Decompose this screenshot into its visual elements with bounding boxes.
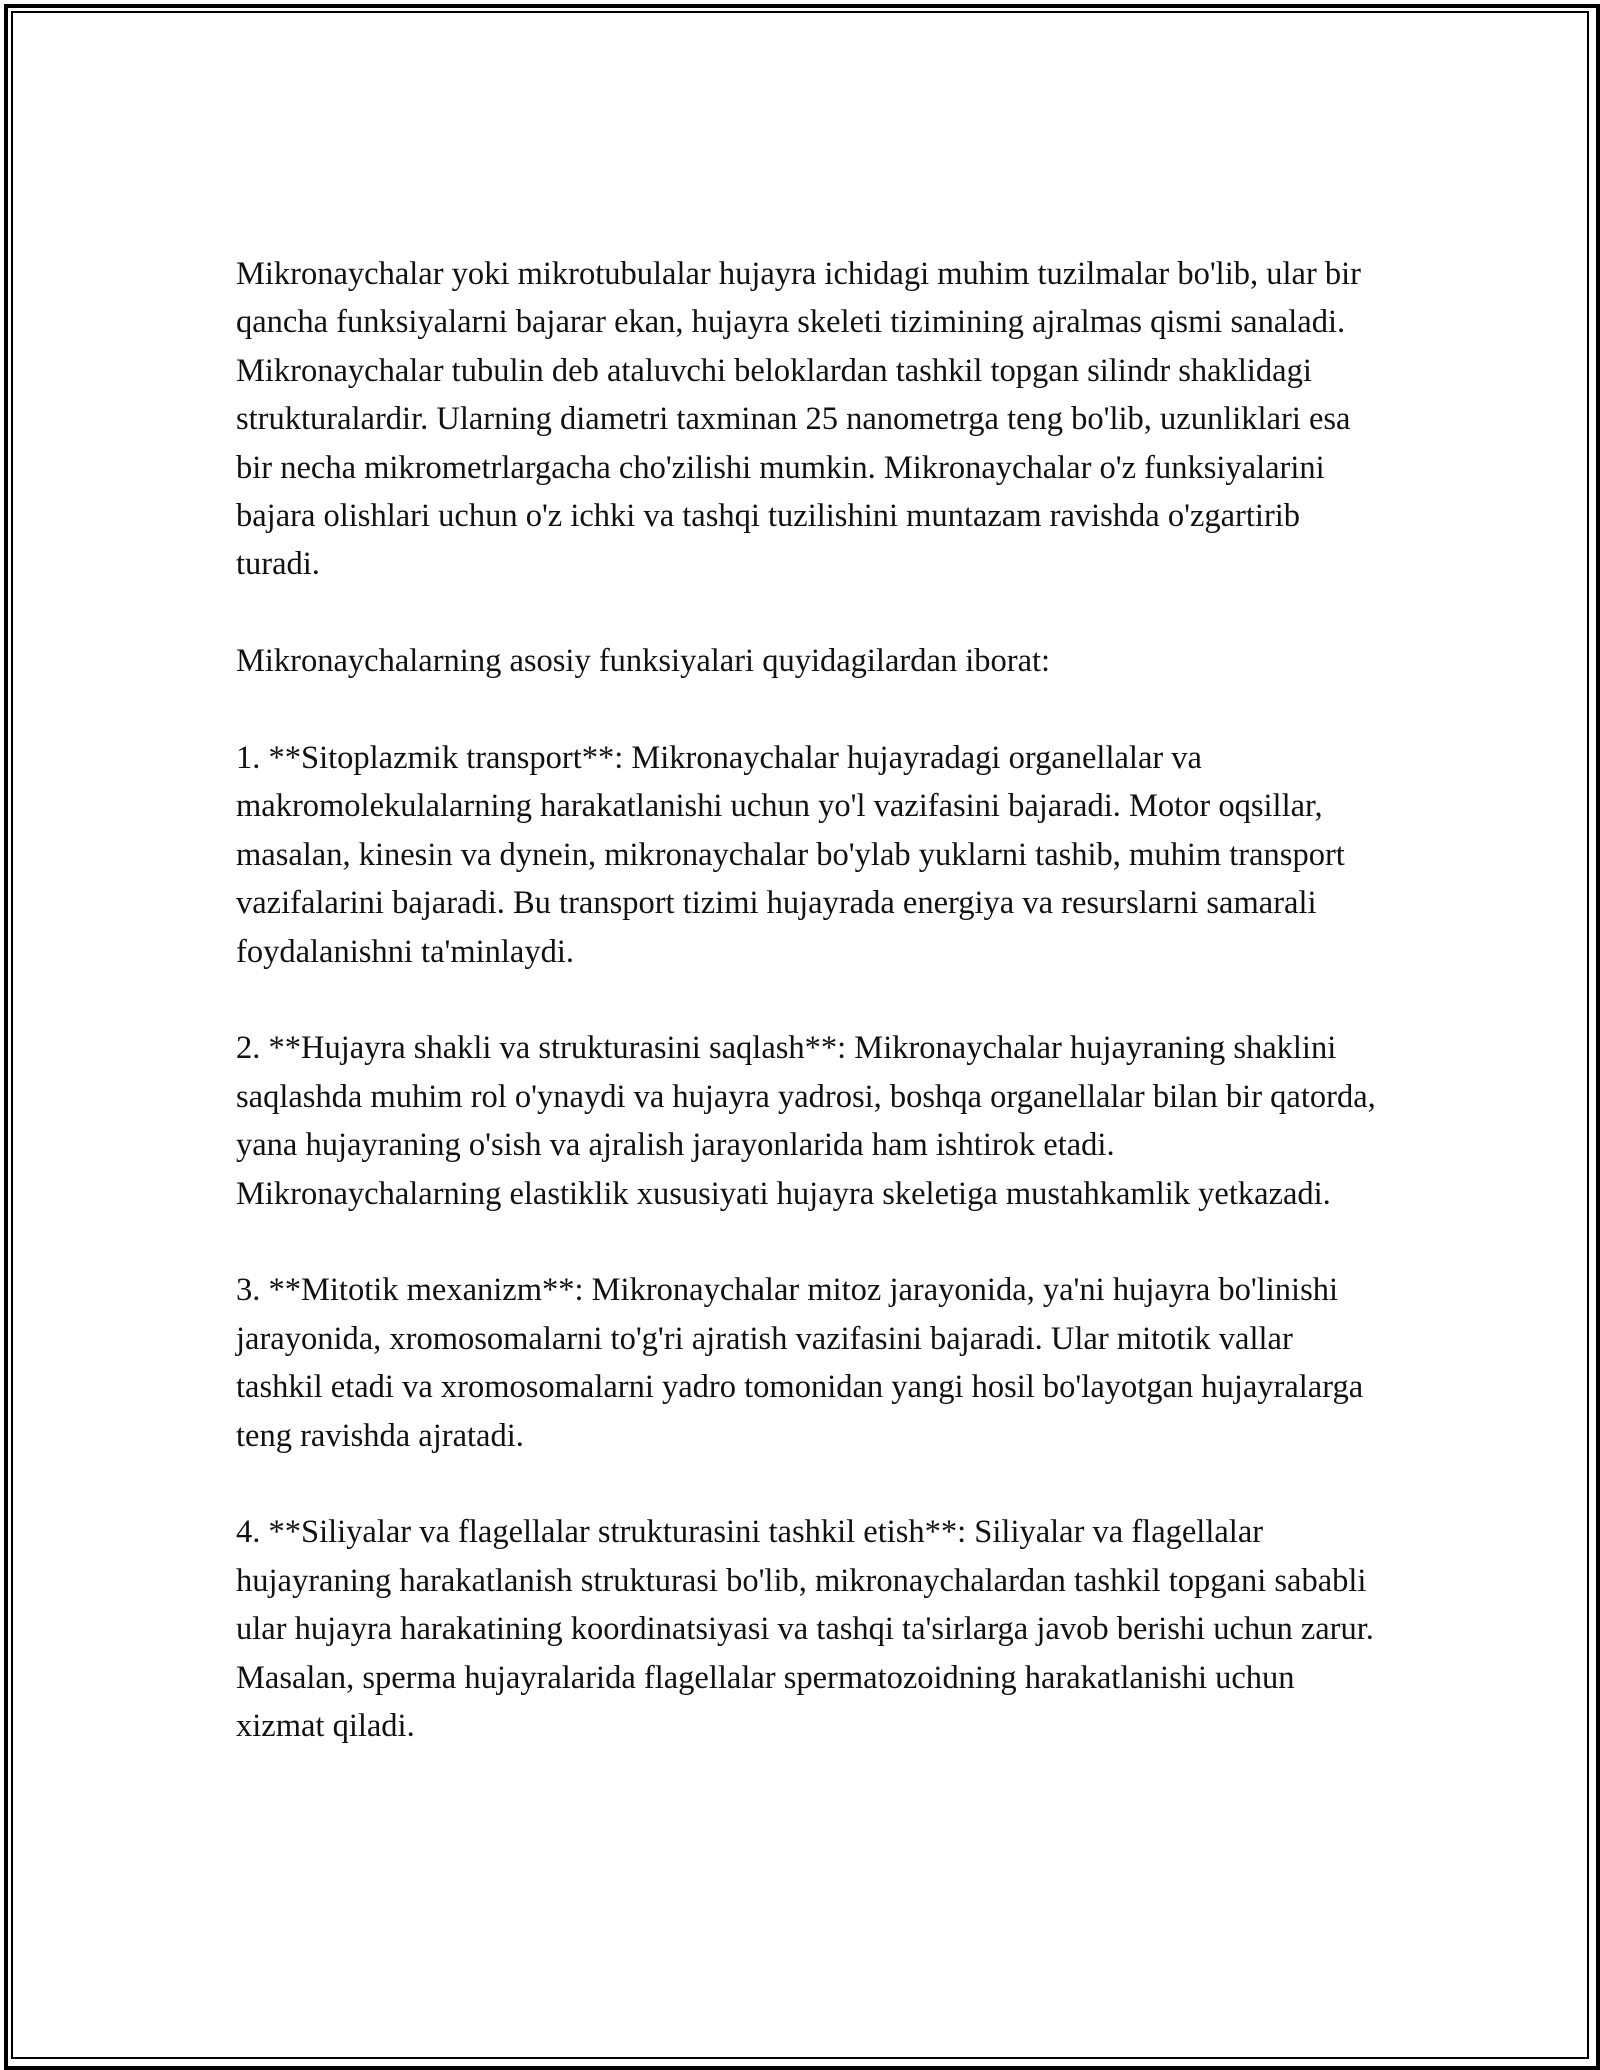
document-body [236,250,1386,1751]
functions-heading-paragraph: Mikronaychalarning asosiy funksiyalari quyidagilardan iborat: [236,643,1051,680]
list-item-mitotic-mechanism: 3. **Mitotik mexanizm**: Mikronaychalar mitoz jarayonida, ya'ni hujayra bo'linishi jarayonida, xromosomalarni to'g'ri ajratish vazifasini bajaradi. Ular mitotik vallar tashkil etadi va xromosomalarni yadro tomonidan yangi hosil bo'layotgan hujayralarga teng ravishda ajratadi. [236,1272,1364,1454]
intro-paragraph: Mikronaychalar yoki mikrotubulalar hujayra ichidagi muhim tuzilmalar bo'lib, ular bir qancha funksiyalarni bajarar ekan, hujayra skeleti tizimining ajralmas qismi sanaladi. Mikronaychalar tubulin deb ataluvchi beloklardan tashkil topgan silindr shaklidagi strukturalardir. Ularning diametri taxminan 25 nanometrga teng bo'lib, uzunliklari esa bir necha mikrometrlargacha cho'zilishi mumkin. Mikronaychalar o'z funksiyalarini bajara olishlari uchun o'z ichki va tashqi tuzilishini muntazam ravishda o'zgartirib turadi. [236,256,1361,583]
list-item-cilia-flagella: 4. **Siliyalar va flagellalar strukturasini tashkil etish**: Siliyalar va flagellalar hujayraning harakatlanish strukturasi bo'lib, mikronaychalardan tashkil topgani sababli ular hujayra harakatining koordinatsiyasi va tashqi ta'sirlarga javob berishi uchun zarur. Masalan, sperma hujayralarida flagellalar spermatozoidning harakatlanishi uchun xizmat qiladi. [236,1514,1374,1745]
list-item-cell-shape: 2. **Hujayra shakli va strukturasini saqlash**: Mikronaychalar hujayraning shaklini saqlashda muhim rol o'ynaydi va hujayra yadrosi, boshqa organellalar bilan bir qatorda, yana hujayraning o'sish va ajralish jarayonlarida ham ishtirok etadi. Mikronaychalarning elastiklik xususiyati hujayra skeletiga mustahkamlik yetkazadi. [236,1030,1376,1212]
list-item-cytoplasmic-transport: 1. **Sitoplazmik transport**: Mikronaychalar hujayradagi organellalar va makromolekulalarning harakatlanishi uchun yo'l vazifasini bajaradi. Motor oqsillar, masalan, kinesin va dynein, mikronaychalar bo'ylab yuklarni tashib, muhim transport vazifalarini bajaradi. Bu transport tizimi hujayrada energiya va resurslarni samarali foydalanishni ta'minlaydi. [236,740,1345,970]
